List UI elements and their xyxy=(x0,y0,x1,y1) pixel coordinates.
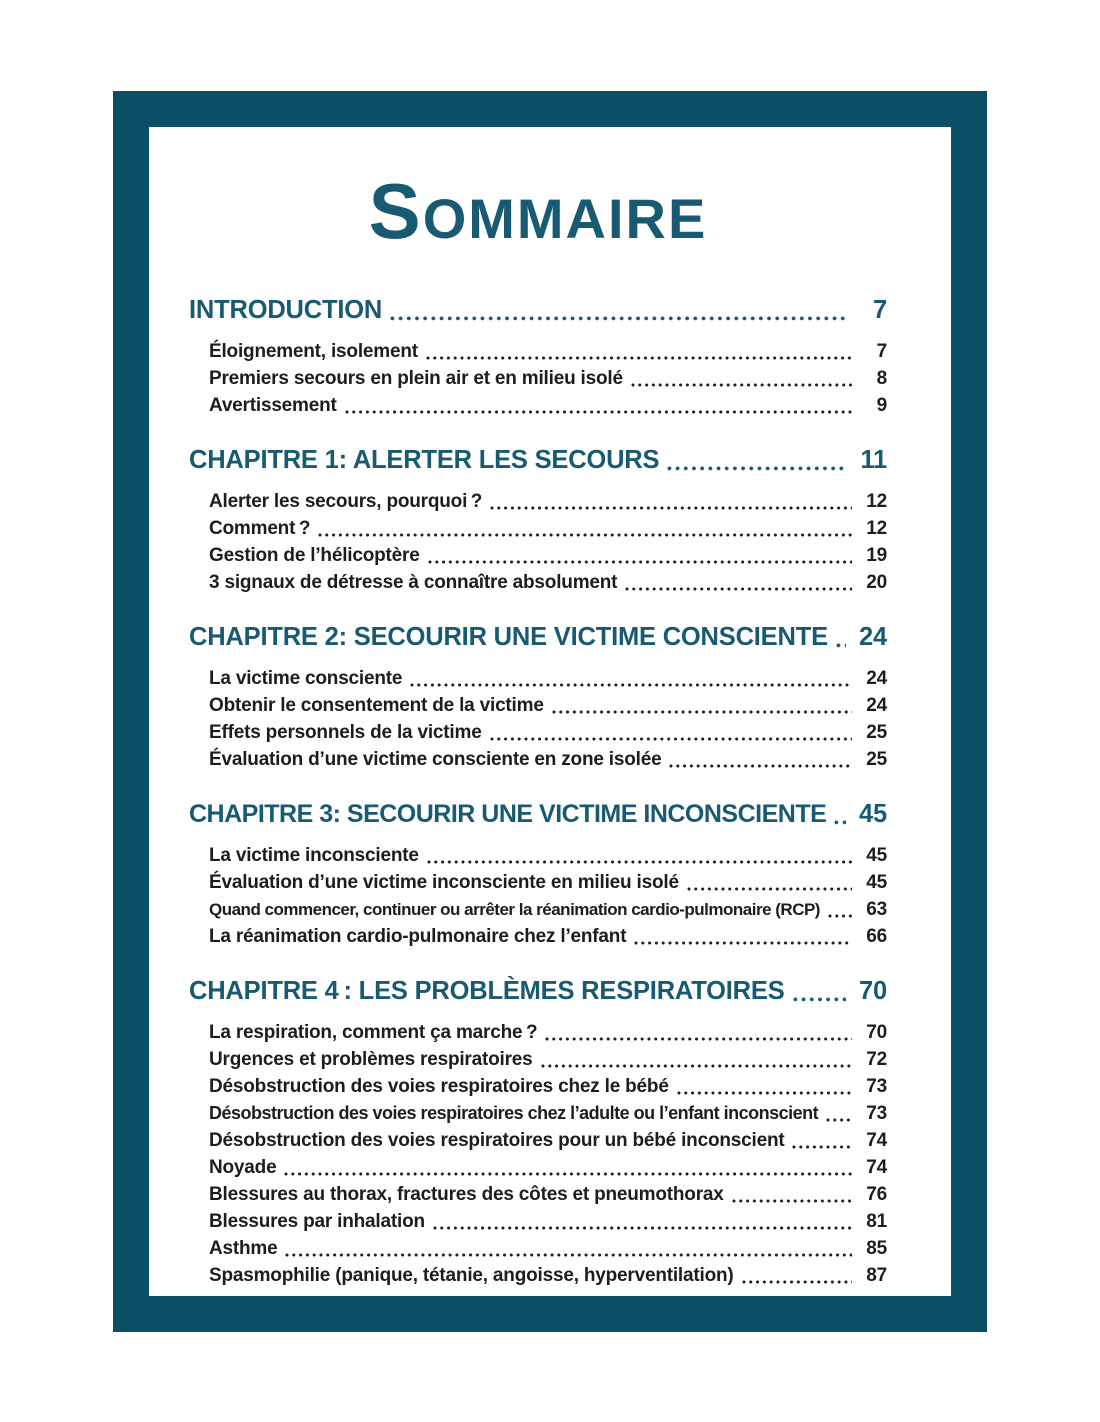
toc-entry-title: Désobstruction des voies respiratoires pour un bébé inconscient xyxy=(209,1130,785,1151)
toc-chapter-title: CHAPITRE 1: ALERTER LES SECOURS xyxy=(189,446,660,474)
toc-entry-page-number: 72 xyxy=(866,1049,887,1070)
dot-leader xyxy=(433,1226,852,1230)
toc-entry-row xyxy=(189,665,887,692)
toc-entry-title: Avertissement xyxy=(209,395,337,416)
toc-entry-row xyxy=(189,842,887,869)
toc-entry-title: La victime consciente xyxy=(209,668,403,689)
toc-entry-title: Éloignement, isolement xyxy=(209,341,418,362)
toc-chapter-row xyxy=(189,293,887,327)
dot-leader xyxy=(345,410,852,414)
toc-entry-title: Urgences et problèmes respiratoires xyxy=(209,1049,533,1070)
toc-entry-row xyxy=(189,1235,887,1262)
toc-chapter-page-number: 70 xyxy=(859,977,887,1005)
dot-leader xyxy=(677,1091,852,1095)
toc-entry-row xyxy=(189,692,887,719)
toc-entry-page-number: 25 xyxy=(866,722,887,743)
toc-entry-title: Désobstruction des voies respiratoires chez l’adulte ou l’enfant inconscient xyxy=(209,1103,819,1123)
toc-entry-title: Effets personnels de la victime xyxy=(209,722,482,743)
toc-entry-row xyxy=(189,488,887,515)
toc-entry-page-number: 87 xyxy=(866,1265,887,1286)
dot-leader xyxy=(284,1172,852,1176)
toc-entry-page-number: 12 xyxy=(866,491,887,512)
toc-entry-title: Premiers secours en plein air et en milieu isolé xyxy=(209,368,623,389)
dot-leader xyxy=(687,887,852,891)
toc-entry-title: Comment ? xyxy=(209,518,311,539)
toc-section xyxy=(189,620,887,773)
toc-chapter-page-number: 7 xyxy=(873,296,887,324)
toc-entry-title: La réanimation cardio-pulmonaire chez l’enfant xyxy=(209,926,627,947)
toc-chapter-row xyxy=(189,620,887,654)
toc-entry-row xyxy=(189,1262,887,1289)
dot-leader xyxy=(426,356,852,360)
toc-chapter-title: INTRODUCTION xyxy=(189,296,383,324)
dot-leader xyxy=(793,997,847,1002)
page-border-frame xyxy=(113,91,987,1332)
toc-entry-title: Blessures par inhalation xyxy=(209,1211,425,1232)
toc-entry-page-number: 25 xyxy=(866,749,887,770)
toc-entry-row xyxy=(189,746,887,773)
toc-entry-page-number: 8 xyxy=(876,368,887,389)
toc-entry-page-number: 74 xyxy=(866,1130,887,1151)
toc-entry-page-number: 45 xyxy=(866,845,887,866)
toc-entry-row xyxy=(189,896,887,923)
toc-chapter-page-number: 24 xyxy=(859,623,887,651)
toc-entry-row xyxy=(189,1046,887,1073)
toc-chapter-row xyxy=(189,974,887,1008)
dot-leader xyxy=(828,914,852,918)
dot-leader xyxy=(742,1280,852,1284)
toc-entry-row xyxy=(189,1154,887,1181)
toc-entry-page-number: 45 xyxy=(866,872,887,893)
toc-entry-row xyxy=(189,542,887,569)
dot-leader xyxy=(490,737,852,741)
toc-entry-title: La victime inconsciente xyxy=(209,845,419,866)
dot-leader xyxy=(490,506,852,510)
toc-entry-page-number: 66 xyxy=(866,926,887,947)
toc-entry-page-number: 7 xyxy=(876,341,887,362)
toc-section-entries xyxy=(189,488,887,596)
toc-entry-page-number: 24 xyxy=(866,668,887,689)
toc-entry-title: Gestion de l’hélicoptère xyxy=(209,545,420,566)
toc-entry-page-number: 12 xyxy=(866,518,887,539)
toc-entry-row xyxy=(189,515,887,542)
toc-entry-page-number: 81 xyxy=(866,1211,887,1232)
dot-leader xyxy=(631,383,852,387)
toc-entry-page-number: 73 xyxy=(866,1076,887,1097)
dot-leader xyxy=(427,860,852,864)
dot-leader xyxy=(667,466,846,471)
toc-chapter-page-number: 45 xyxy=(859,800,887,828)
dot-leader xyxy=(285,1253,852,1257)
toc-entry-page-number: 74 xyxy=(866,1157,887,1178)
toc-entry-row xyxy=(189,869,887,896)
toc-entry-page-number: 63 xyxy=(866,899,887,920)
toc-entry-row xyxy=(189,719,887,746)
toc-section-entries xyxy=(189,665,887,773)
toc-entry-title: Blessures au thorax, fractures des côtes et pneumothorax xyxy=(209,1184,724,1205)
toc-entry-title: Asthme xyxy=(209,1238,278,1259)
toc-entry-title: La respiration, comment ça marche ? xyxy=(209,1022,538,1043)
dot-leader xyxy=(836,643,846,648)
dot-leader xyxy=(318,533,852,537)
toc-entry-page-number: 85 xyxy=(866,1238,887,1259)
table-of-contents xyxy=(189,293,887,1289)
toc-section xyxy=(189,797,887,950)
toc-entry-row xyxy=(189,1100,887,1127)
dot-leader xyxy=(545,1037,852,1041)
toc-entry-page-number: 70 xyxy=(866,1022,887,1043)
dot-leader xyxy=(390,316,846,321)
page-title: SOMMAIRE xyxy=(368,167,708,255)
toc-entry-title: Spasmophilie (panique, tétanie, angoisse, hyperventilation) xyxy=(209,1265,734,1286)
toc-section-entries xyxy=(189,842,887,950)
toc-entry-title: Évaluation d’une victime consciente en zone isolée xyxy=(209,749,662,770)
toc-entry-page-number: 20 xyxy=(866,572,887,593)
toc-section-entries xyxy=(189,338,887,419)
dot-leader xyxy=(792,1145,852,1149)
dot-leader xyxy=(732,1199,852,1203)
dot-leader xyxy=(428,560,852,564)
toc-entry-row xyxy=(189,1073,887,1100)
toc-entry-title: Désobstruction des voies respiratoires chez le bébé xyxy=(209,1076,669,1097)
toc-chapter-row xyxy=(189,443,887,477)
toc-entry-page-number: 73 xyxy=(866,1103,887,1124)
toc-chapter-title: CHAPITRE 2: SECOURIR UNE VICTIME CONSCIENTE xyxy=(189,623,828,651)
toc-section xyxy=(189,974,887,1289)
toc-chapter-page-number: 11 xyxy=(860,446,887,474)
dot-leader xyxy=(625,587,852,591)
toc-chapter-title: CHAPITRE 3: SECOURIR UNE VICTIME INCONSCIENTE xyxy=(189,800,827,828)
toc-entry-page-number: 76 xyxy=(866,1184,887,1205)
toc-section xyxy=(189,443,887,596)
toc-section-entries xyxy=(189,1019,887,1289)
toc-entry-row xyxy=(189,923,887,950)
toc-entry-page-number: 24 xyxy=(866,695,887,716)
toc-entry-row xyxy=(189,365,887,392)
toc-entry-title: 3 signaux de détresse à connaître absolument xyxy=(209,572,618,593)
toc-entry-title: Alerter les secours, pourquoi ? xyxy=(209,491,483,512)
toc-entry-title: Noyade xyxy=(209,1157,277,1178)
toc-entry-title: Obtenir le consentement de la victime xyxy=(209,695,544,716)
dot-leader xyxy=(669,764,852,768)
dot-leader xyxy=(634,941,852,945)
toc-chapter-row xyxy=(189,797,887,831)
toc-entry-page-number: 9 xyxy=(876,395,887,416)
dot-leader xyxy=(410,683,852,687)
toc-chapter-title: CHAPITRE 4 : LES PROBLÈMES RESPIRATOIRES xyxy=(189,977,785,1005)
dot-leader xyxy=(552,710,852,714)
toc-entry-row xyxy=(189,1181,887,1208)
toc-entry-row xyxy=(189,1208,887,1235)
toc-entry-row xyxy=(189,392,887,419)
dot-leader xyxy=(541,1064,852,1068)
toc-entry-row xyxy=(189,1019,887,1046)
toc-entry-title: Évaluation d’une victime inconsciente en milieu isolé xyxy=(209,872,679,893)
toc-section xyxy=(189,293,887,419)
toc-entry-row xyxy=(189,569,887,596)
toc-entry-row xyxy=(189,1127,887,1154)
toc-entry-row xyxy=(189,338,887,365)
toc-entry-title: Quand commencer, continuer ou arrêter la réanimation cardio-pulmonaire (RCP) xyxy=(209,900,820,919)
toc-entry-page-number: 19 xyxy=(866,545,887,566)
dot-leader xyxy=(826,1118,852,1122)
dot-leader xyxy=(834,820,846,825)
